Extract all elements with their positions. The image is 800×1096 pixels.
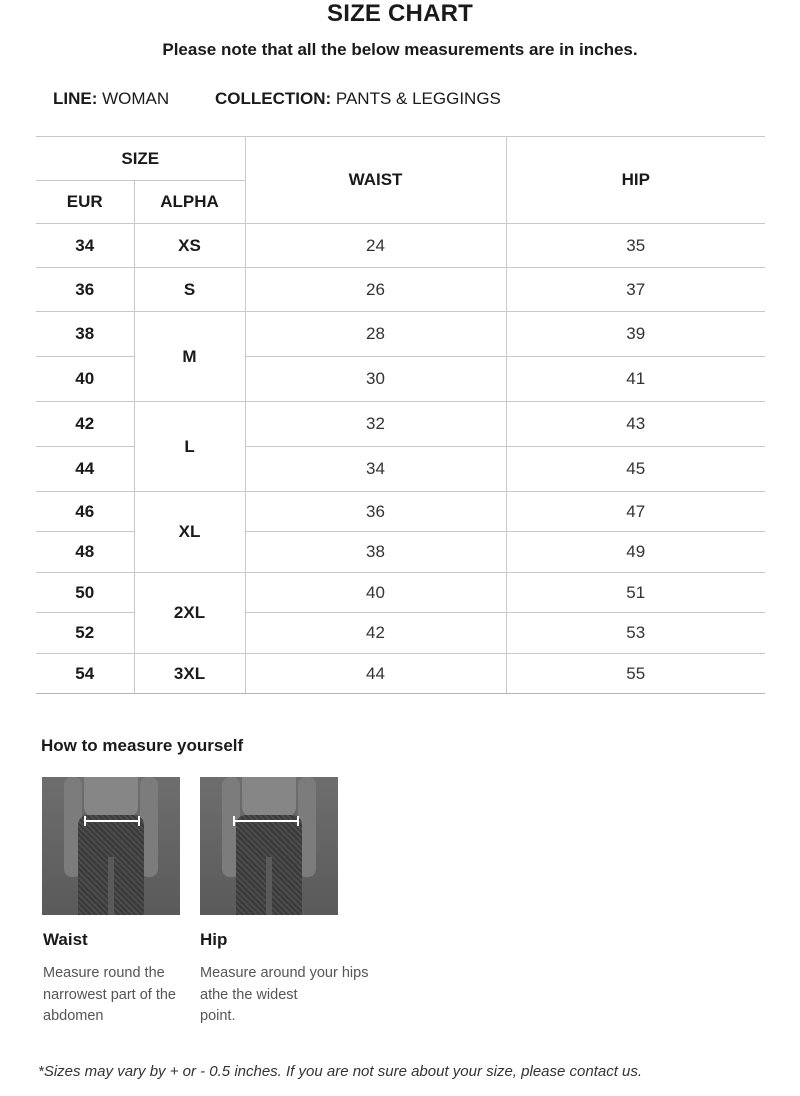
alpha-cell: L [134,402,245,492]
alpha-cell: 3XL [134,654,245,694]
alpha-cell: XL [134,492,245,573]
hip-cell: 51 [506,573,765,613]
hip-measure-image [200,777,338,915]
alpha-cell: S [134,268,245,312]
waist-cell: 28 [245,312,506,357]
table-row [36,402,765,447]
waist-caption-title: Waist [43,930,88,949]
hip-cell: 37 [506,268,765,312]
hip-cell: 35 [506,224,765,268]
hip-cell: 41 [506,357,765,402]
hip-cell: 43 [506,402,765,447]
hip-header: HIP [506,137,765,224]
eur-cell: 50 [36,573,134,613]
page-title: SIZE CHART [327,0,473,27]
eur-cell: 48 [36,532,134,573]
collection-label: COLLECTION: [215,89,332,108]
eur-header: EUR [36,181,134,224]
eur-cell: 42 [36,402,134,447]
footnote: *Sizes may vary by + or - 0.5 inches. If you are not sure about your size, please contact us. [38,1063,643,1080]
alpha-cell: XS [134,224,245,268]
hip-caption-desc [200,963,368,1028]
hip-caption-title: Hip [200,930,228,949]
hip-cell: 45 [506,447,765,492]
waist-cell: 32 [245,402,506,447]
eur-cell: 46 [36,492,134,532]
eur-cell: 34 [36,224,134,268]
table-row [36,268,765,312]
waist-cell: 38 [245,532,506,573]
eur-cell: 38 [36,312,134,357]
waist-cell: 40 [245,573,506,613]
eur-cell: 54 [36,654,134,694]
hip-cell: 47 [506,492,765,532]
hip-cell: 53 [506,613,765,654]
hip-cell: 49 [506,532,765,573]
waist-measure-line-icon [84,820,140,822]
waist-caption-desc [43,963,176,1028]
waist-measure-image [42,777,180,915]
size-chart-table [36,136,765,694]
table-row [36,312,765,357]
line-value: WOMAN [102,89,170,108]
waist-desc-line: Measure round the [43,965,165,981]
waist-cell: 30 [245,357,506,402]
howto-heading: How to measure yourself [41,736,244,755]
waist-desc-line: narrowest part of the [43,986,176,1003]
eur-cell: 36 [36,268,134,312]
table-row [36,654,765,694]
line-info [53,89,169,109]
hip-measure-line-icon [233,820,299,822]
page-subtitle: Please note that all the below measurements are in inches. [162,40,638,59]
eur-cell: 52 [36,613,134,654]
hip-desc-line: point. [200,1008,236,1024]
waist-header: WAIST [245,137,506,224]
alpha-cell: M [134,312,245,402]
eur-cell: 40 [36,357,134,402]
eur-cell: 44 [36,447,134,492]
hip-cell: 39 [506,312,765,357]
alpha-header: ALPHA [134,181,245,224]
waist-cell: 34 [245,447,506,492]
waist-cell: 42 [245,613,506,654]
collection-info [215,89,501,109]
hip-cell: 55 [506,654,765,694]
hip-desc-line: Measure around your hips [200,965,369,981]
hip-desc-line: athe the widest [200,986,298,1003]
size-header: SIZE [36,137,245,181]
waist-cell: 44 [245,654,506,694]
waist-cell: 24 [245,224,506,268]
waist-cell: 26 [245,268,506,312]
table-row [36,573,765,613]
waist-cell: 36 [245,492,506,532]
waist-desc-line: abdomen [43,1008,104,1024]
line-label: LINE: [53,89,98,108]
alpha-cell: 2XL [134,573,245,654]
table-row [36,224,765,268]
collection-value: PANTS & LEGGINGS [335,89,501,108]
table-row [36,492,765,532]
table-header-row [36,137,765,181]
